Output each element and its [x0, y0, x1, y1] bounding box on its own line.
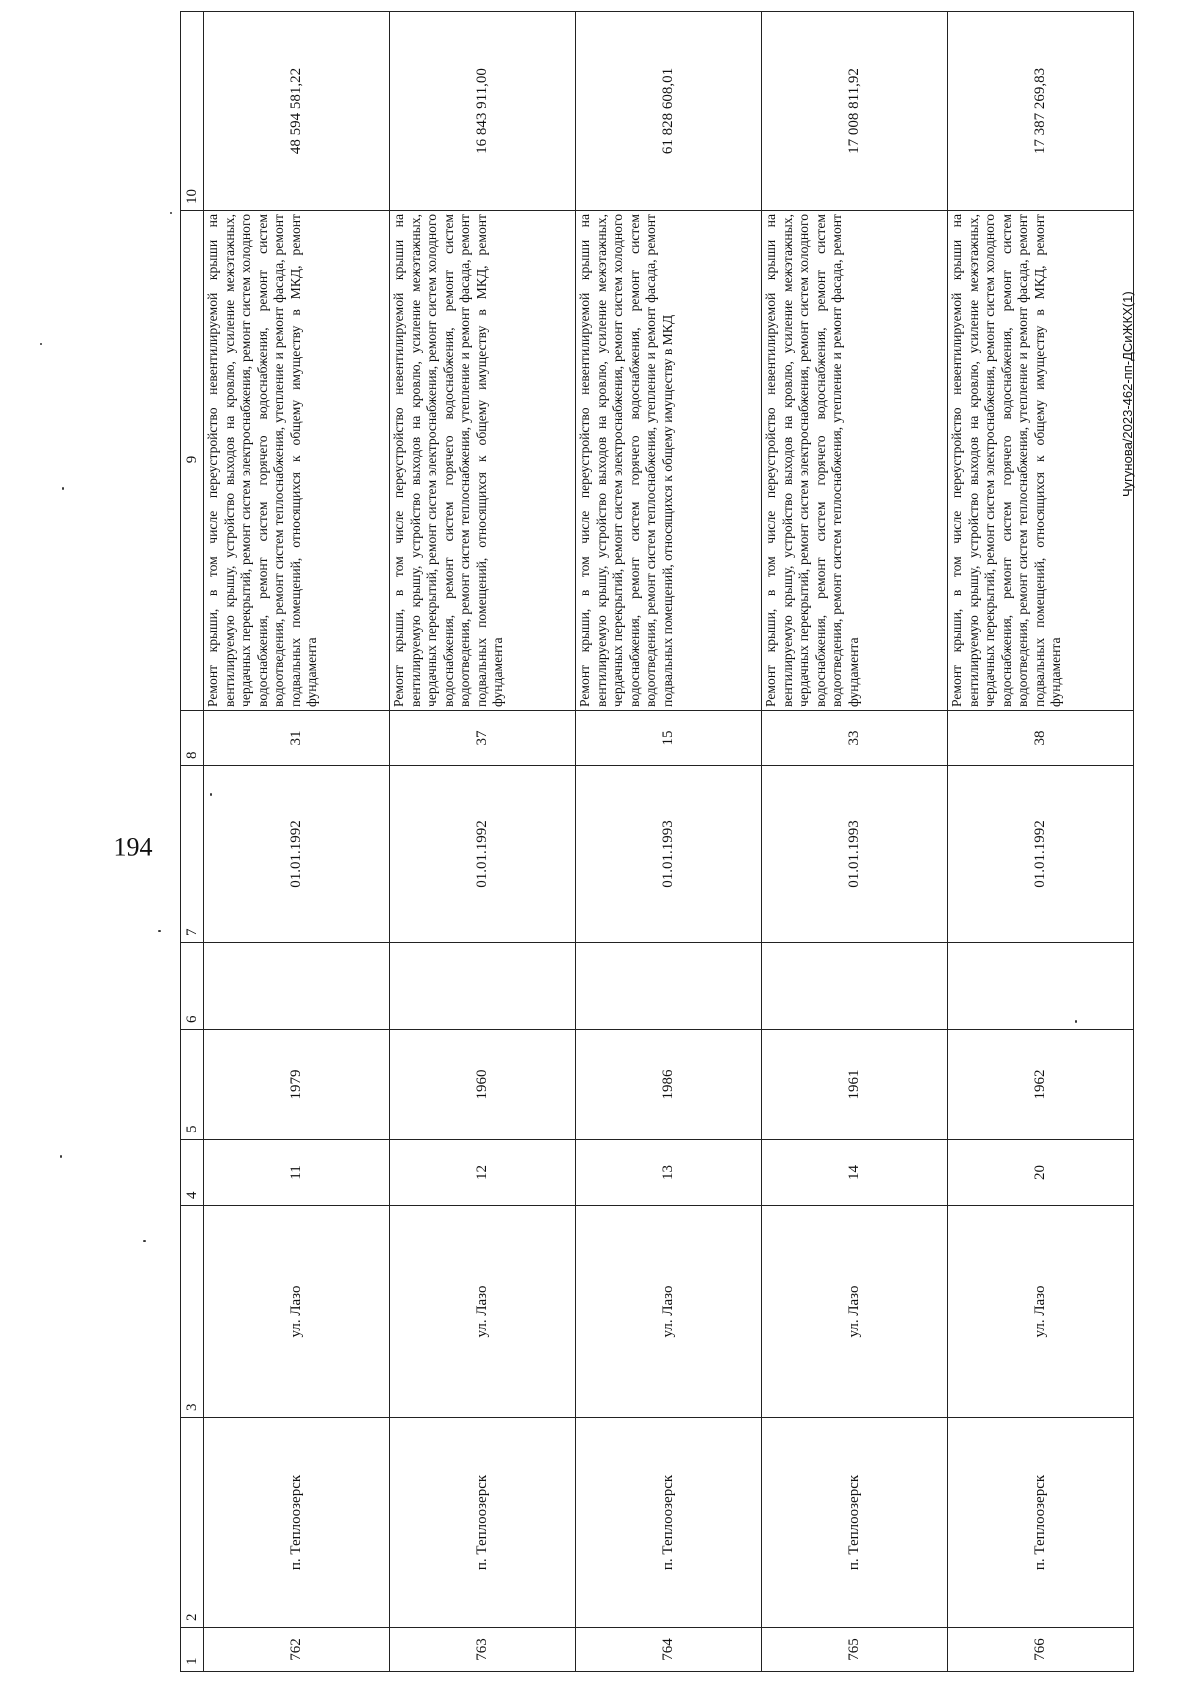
col8-cell: 33 [762, 711, 948, 766]
column-number: 3 [181, 1206, 204, 1418]
column-number: 7 [181, 766, 204, 943]
house-cell: 13 [576, 1140, 762, 1206]
year-cell: 1962 [948, 1030, 1134, 1140]
year-cell: 1986 [576, 1030, 762, 1140]
settlement-cell: п. Теплоозерск [204, 1418, 390, 1628]
empty-cell [390, 943, 576, 1030]
year-cell: 1979 [204, 1030, 390, 1140]
amount-cell: 61 828 608,01 [576, 12, 762, 211]
page-number: 194 [113, 832, 153, 862]
document-reference: Чугунова/2023-462-пп-ДСиЖКХ(1) [1120, 291, 1135, 497]
column-number: 1 [181, 1628, 204, 1672]
amount-cell: 16 843 911,00 [390, 12, 576, 211]
empty-cell [576, 943, 762, 1030]
row-number: 765 [762, 1628, 948, 1672]
amount-cell: 17 387 269,83 [948, 12, 1134, 211]
table-row [390, 12, 576, 1672]
date-cell: 01.01.1992 [948, 766, 1134, 943]
house-cell: 11 [204, 1140, 390, 1206]
street-cell: ул. Лазо [576, 1206, 762, 1418]
works-table [180, 11, 1134, 1672]
date-cell: 01.01.1993 [762, 766, 948, 943]
table-row [762, 12, 948, 1672]
settlement-cell: п. Теплоозерск [390, 1418, 576, 1628]
column-number: 5 [181, 1030, 204, 1140]
street-cell: ул. Лазо [762, 1206, 948, 1418]
column-number: 2 [181, 1418, 204, 1628]
works-cell: Ремонт крыши, в том числе переустройство невентилируемой крыши на вентилируемую крышу, устройство выходов на кровлю, усиление межэтажных, чердачных перекрытий, ремонт систем электроснабжения, ремонт систем холодного водоснабжения, ремонт систем горячего водоснабжения, ремонт систем водоотведения, ремонт систем теплоснабжения, утепление и ремонт фасада, ремонт подвальных помещений, относящихся к общему имуществу в МКД, ремонт фундамента [204, 211, 390, 711]
date-cell: 01.01.1993 [576, 766, 762, 943]
col8-cell: 31 [204, 711, 390, 766]
settlement-cell: п. Теплоозерск [948, 1418, 1134, 1628]
column-number: 10 [181, 12, 204, 211]
year-cell: 1961 [762, 1030, 948, 1140]
street-cell: ул. Лазо [948, 1206, 1134, 1418]
col8-cell: 37 [390, 711, 576, 766]
scan-speck [62, 487, 64, 490]
street-cell: ул. Лазо [390, 1206, 576, 1418]
empty-cell [762, 943, 948, 1030]
table-row [576, 12, 762, 1672]
table-row [204, 12, 390, 1672]
scan-speck [143, 1240, 146, 1242]
column-number-row [181, 12, 204, 1672]
empty-cell [948, 943, 1134, 1030]
row-number: 762 [204, 1628, 390, 1672]
scan-speck [1075, 1020, 1077, 1023]
works-cell: Ремонт крыши, в том числе переустройство невентилируемой крыши на вентилируемую крышу, устройство выходов на кровлю, усиление межэтажных, чердачных перекрытий, ремонт систем электроснабжения, ремонт систем холодного водоснабжения, ремонт систем горячего водоснабжения, ремонт систем водоотведения, ремонт систем теплоснабжения, утепление и ремонт фасада, ремонт подвальных помещений, относящихся к общему имуществу в МКД [576, 211, 762, 711]
house-cell: 14 [762, 1140, 948, 1206]
scan-speck [170, 212, 172, 214]
row-number: 764 [576, 1628, 762, 1672]
date-cell: 01.01.1992 [390, 766, 576, 943]
amount-cell: 48 594 581,22 [204, 12, 390, 211]
empty-cell [204, 943, 390, 1030]
year-cell: 1960 [390, 1030, 576, 1140]
table-row [948, 12, 1134, 1672]
scan-speck [158, 930, 161, 932]
column-number: 6 [181, 943, 204, 1030]
row-number: 766 [948, 1628, 1134, 1672]
scan-speck [40, 343, 42, 345]
row-number: 763 [390, 1628, 576, 1672]
amount-cell: 17 008 811,92 [762, 12, 948, 211]
street-cell: ул. Лазо [204, 1206, 390, 1418]
works-cell: Ремонт крыши, в том числе переустройство невентилируемой крыши на вентилируемую крышу, устройство выходов на кровлю, усиление межэтажных, чердачных перекрытий, ремонт систем электроснабжения, ремонт систем холодного водоснабжения, ремонт систем горячего водоснабжения, ремонт систем водоотведения, ремонт систем теплоснабжения, утепление и ремонт фасада, ремонт подвальных помещений, относящихся к общему имуществу в МКД, ремонт фундамента [390, 211, 576, 711]
works-cell: Ремонт крыши, в том числе переустройство невентилируемой крыши на вентилируемую крышу, устройство выходов на кровлю, усиление межэтажных, чердачных перекрытий, ремонт систем электроснабжения, ремонт систем холодного водоснабжения, ремонт систем горячего водоснабжения, ремонт систем водоотведения, ремонт систем теплоснабжения, утепление и ремонт фасада, ремонт подвальных помещений, относящихся к общему имуществу в МКД, ремонт фундамента [948, 211, 1134, 711]
settlement-cell: п. Теплоозерск [576, 1418, 762, 1628]
house-cell: 12 [390, 1140, 576, 1206]
column-number: 9 [181, 211, 204, 711]
column-number: 8 [181, 711, 204, 766]
date-cell: 01.01.1992 [204, 766, 390, 943]
scan-speck [210, 793, 212, 796]
col8-cell: 15 [576, 711, 762, 766]
works-cell: Ремонт крыши, в том числе переустройство невентилируемой крыши на вентилируемую крышу, устройство выходов на кровлю, усиление межэтажных, чердачных перекрытий, ремонт систем электроснабжения, ремонт систем холодного водоснабжения, ремонт систем горячего водоснабжения, ремонт систем водоотведения, ремонт систем теплоснабжения, утепление и ремонт фасада, ремонт фундамента [762, 211, 948, 711]
settlement-cell: п. Теплоозерск [762, 1418, 948, 1628]
scan-speck [60, 1155, 62, 1158]
house-cell: 20 [948, 1140, 1134, 1206]
column-number: 4 [181, 1140, 204, 1206]
col8-cell: 38 [948, 711, 1134, 766]
